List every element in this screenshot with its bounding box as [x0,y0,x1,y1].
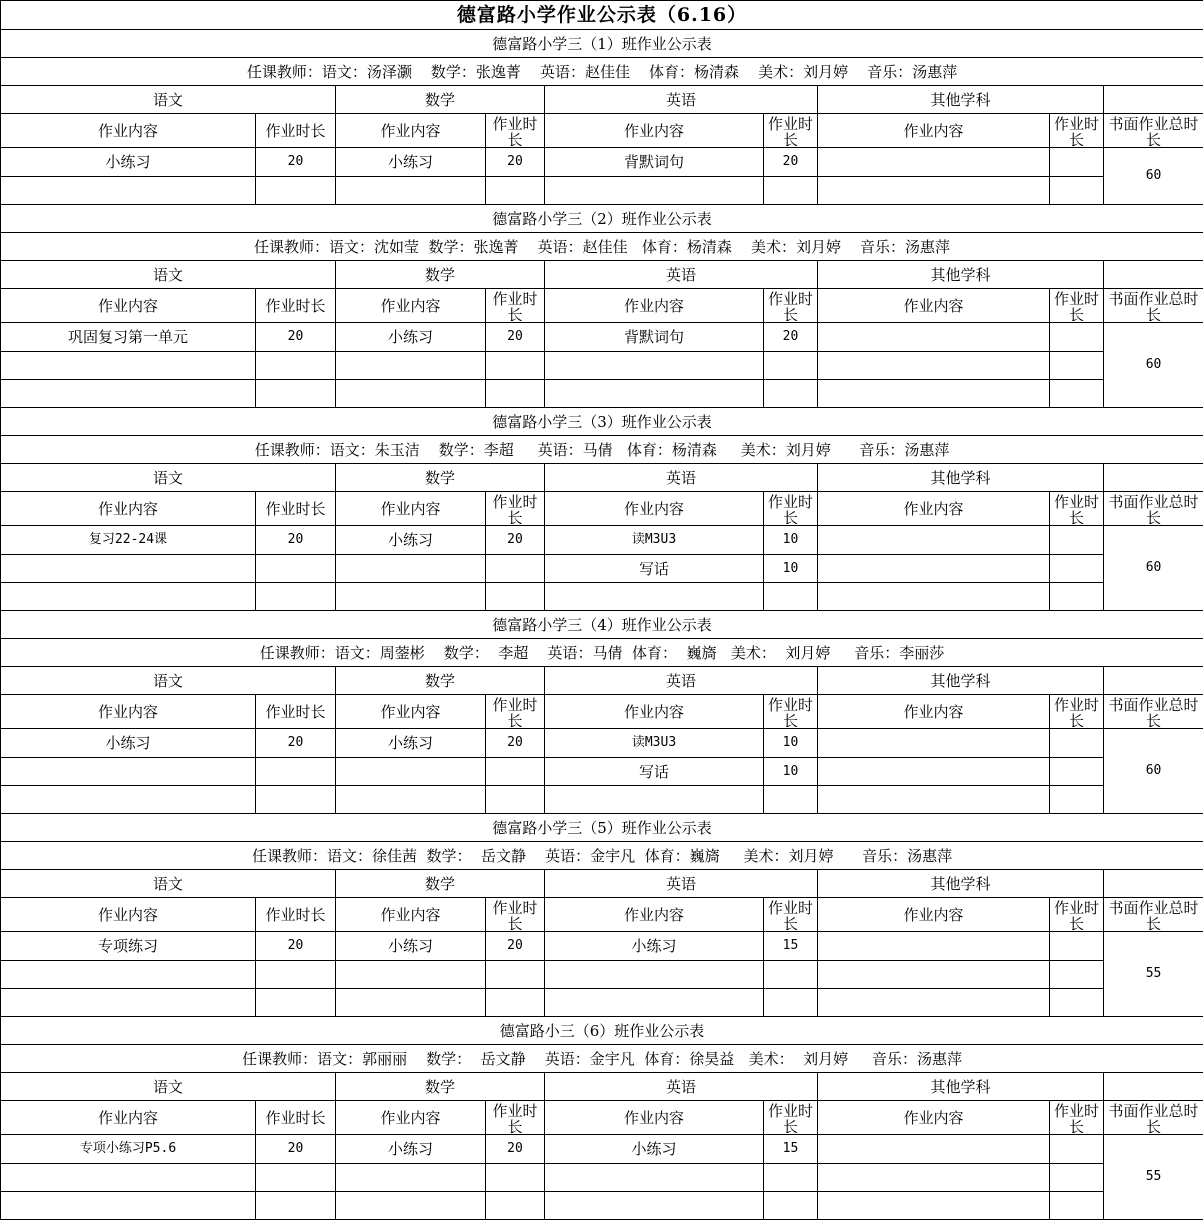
other-content [818,555,1050,583]
chinese-content [1,989,256,1017]
duration-header [486,898,545,932]
math-content [336,758,486,786]
math-duration: 20 [486,526,545,555]
chinese-content: 复习22-24课 [1,526,256,555]
english-duration [764,1192,818,1220]
other-content [818,758,1050,786]
math-content [336,583,486,611]
other-duration [1050,786,1104,814]
subject-english: 英语 [545,1073,818,1101]
class-title: 德富路小学三（2）班作业公示表 [1,205,1203,233]
duration-header-text: 作业时长 [764,493,817,524]
subject-other: 其他学科 [818,870,1104,898]
math-duration [486,380,545,408]
subject-math: 数学 [336,667,545,695]
chinese-content [1,1192,256,1220]
other-content [818,1135,1050,1164]
table-row [1,758,1203,786]
content-header: 作业内容 [336,289,486,323]
subject-english: 英语 [545,86,818,114]
other-content [818,323,1050,352]
math-content [336,1192,486,1220]
duration-header: 作业时长 [256,114,336,148]
duration-header-text: 作业时长 [486,290,544,321]
other-content [818,583,1050,611]
total-header-text: 书面作业总时长 [1104,899,1203,930]
math-content: 小练习 [336,932,486,961]
duration-header-text: 作业时长 [764,899,817,930]
content-header: 作业内容 [1,1101,256,1135]
total-header-text: 书面作业总时长 [1104,1102,1203,1133]
total-duration: 60 [1104,148,1203,205]
class-title-row [1,408,1203,436]
content-header: 作业内容 [1,114,256,148]
english-duration [764,961,818,989]
duration-header: 作业时长 [256,289,336,323]
math-content [336,380,486,408]
english-content [545,786,764,814]
table-row [1,526,1203,555]
duration-header [764,1101,818,1135]
chinese-duration [256,758,336,786]
english-duration [764,583,818,611]
class-title-row [1,30,1203,58]
content-header: 作业内容 [545,1101,764,1135]
subject-other: 其他学科 [818,464,1104,492]
other-duration [1050,323,1104,352]
duration-header-text: 作业时长 [1050,696,1103,727]
english-duration [764,989,818,1017]
subject-math: 数学 [336,870,545,898]
english-content [545,989,764,1017]
math-content: 小练习 [336,323,486,352]
subject-blank [1104,870,1203,898]
math-content: 小练习 [336,729,486,758]
chinese-duration [256,961,336,989]
content-header: 作业内容 [336,695,486,729]
content-header: 作业内容 [1,695,256,729]
subject-blank [1104,86,1203,114]
table-row [1,177,1203,205]
class-title-row [1,814,1203,842]
class-title-row [1,205,1203,233]
class-title-row [1,1017,1203,1045]
teachers-info: 任课教师：语文：徐佳茜 数学： 岳文静 英语：金宇凡 体育：巍旖 美术：刘月婷 音乐：汤惠萍 [1,842,1203,870]
content-header: 作业内容 [818,898,1050,932]
math-content [336,555,486,583]
english-duration: 20 [764,323,818,352]
total-header [1104,1101,1203,1135]
duration-header [1050,492,1104,526]
english-content: 读M3U3 [545,729,764,758]
total-header [1104,898,1203,932]
subject-chinese: 语文 [1,464,336,492]
english-duration [764,352,818,380]
other-duration [1050,729,1104,758]
duration-header [764,289,818,323]
duration-header: 作业时长 [256,492,336,526]
other-content [818,786,1050,814]
chinese-duration [256,177,336,205]
total-header [1104,114,1203,148]
math-duration [486,758,545,786]
math-content [336,1164,486,1192]
english-content: 写话 [545,758,764,786]
chinese-content [1,177,256,205]
chinese-content [1,786,256,814]
english-content: 背默词句 [545,323,764,352]
math-duration: 20 [486,148,545,177]
english-duration [764,786,818,814]
english-content: 写话 [545,555,764,583]
content-header: 作业内容 [1,289,256,323]
other-duration [1050,148,1104,177]
math-duration [486,177,545,205]
total-duration: 55 [1104,1135,1203,1220]
chinese-duration [256,583,336,611]
english-duration: 10 [764,758,818,786]
duration-header-text: 作业时长 [1050,1102,1103,1133]
math-content [336,961,486,989]
subject-blank [1104,1073,1203,1101]
class-title: 德富路小学三（4）班作业公示表 [1,611,1203,639]
math-content [336,352,486,380]
subject-english: 英语 [545,667,818,695]
other-duration [1050,352,1104,380]
duration-header: 作业时长 [256,898,336,932]
other-content [818,148,1050,177]
other-content [818,380,1050,408]
other-content [818,1164,1050,1192]
english-duration [764,177,818,205]
subject-math: 数学 [336,464,545,492]
math-duration: 20 [486,729,545,758]
chinese-duration: 20 [256,526,336,555]
duration-header [486,695,545,729]
subject-chinese: 语文 [1,86,336,114]
duration-header [1050,898,1104,932]
math-duration [486,786,545,814]
other-duration [1050,1164,1104,1192]
subject-english: 英语 [545,870,818,898]
content-header: 作业内容 [818,492,1050,526]
other-duration [1050,1135,1104,1164]
chinese-content: 专项练习 [1,932,256,961]
other-content [818,177,1050,205]
total-header [1104,695,1203,729]
class-title: 德富路小学三（3）班作业公示表 [1,408,1203,436]
total-header-text: 书面作业总时长 [1104,493,1203,524]
teachers-info: 任课教师：语文：沈如莹 数学：张逸菁 英语：赵佳佳 体育：杨清森 美术：刘月婷 音乐：汤惠萍 [1,233,1203,261]
table-row [1,961,1203,989]
english-content [545,380,764,408]
chinese-content: 小练习 [1,148,256,177]
math-content [336,786,486,814]
subject-chinese: 语文 [1,870,336,898]
duration-header [764,695,818,729]
class-title-row [1,611,1203,639]
duration-header-text: 作业时长 [764,290,817,321]
chinese-duration: 20 [256,932,336,961]
duration-header-text: 作业时长 [764,115,817,146]
subject-blank [1104,464,1203,492]
other-duration [1050,1192,1104,1220]
english-duration: 15 [764,932,818,961]
chinese-content: 小练习 [1,729,256,758]
math-duration [486,555,545,583]
table-row [1,148,1203,177]
total-duration: 60 [1104,526,1203,611]
chinese-content [1,961,256,989]
duration-header-text: 作业时长 [486,493,544,524]
chinese-content [1,555,256,583]
math-content: 小练习 [336,526,486,555]
math-duration [486,583,545,611]
english-content [545,583,764,611]
math-duration [486,961,545,989]
content-header: 作业内容 [818,114,1050,148]
other-content [818,932,1050,961]
english-content [545,352,764,380]
other-duration [1050,380,1104,408]
duration-header [1050,114,1104,148]
duration-header [486,1101,545,1135]
english-duration: 10 [764,526,818,555]
duration-header [486,492,545,526]
english-content [545,1164,764,1192]
english-duration: 10 [764,555,818,583]
english-content: 小练习 [545,932,764,961]
english-content: 背默词句 [545,148,764,177]
other-content [818,729,1050,758]
math-content: 小练习 [336,1135,486,1164]
table-row [1,380,1203,408]
english-content [545,177,764,205]
duration-header: 作业时长 [256,1101,336,1135]
duration-header-text: 作业时长 [764,1102,817,1133]
total-duration: 60 [1104,323,1203,408]
math-duration [486,989,545,1017]
english-duration: 10 [764,729,818,758]
math-duration [486,1192,545,1220]
class-title: 德富路小三（6）班作业公示表 [1,1017,1203,1045]
subject-math: 数学 [336,86,545,114]
content-header: 作业内容 [545,695,764,729]
subject-other: 其他学科 [818,667,1104,695]
math-duration [486,1164,545,1192]
subject-other: 其他学科 [818,1073,1104,1101]
duration-header-text: 作业时长 [1050,899,1103,930]
english-duration [764,1164,818,1192]
duration-header [1050,695,1104,729]
duration-header [1050,1101,1104,1135]
other-content [818,961,1050,989]
other-duration [1050,526,1104,555]
duration-header [764,114,818,148]
chinese-content: 巩固复习第一单元 [1,323,256,352]
duration-header-text: 作业时长 [1050,115,1103,146]
duration-header [764,898,818,932]
table-row [1,1135,1203,1164]
subject-other: 其他学科 [818,261,1104,289]
chinese-content [1,583,256,611]
total-header-text: 书面作业总时长 [1104,115,1203,146]
chinese-duration [256,352,336,380]
other-duration [1050,932,1104,961]
chinese-duration: 20 [256,148,336,177]
math-content [336,177,486,205]
other-duration [1050,961,1104,989]
duration-header [764,492,818,526]
subject-other: 其他学科 [818,86,1104,114]
subject-blank [1104,667,1203,695]
duration-header-text: 作业时长 [486,1102,544,1133]
other-content [818,352,1050,380]
other-duration [1050,555,1104,583]
class-title: 德富路小学三（5）班作业公示表 [1,814,1203,842]
total-header-text: 书面作业总时长 [1104,696,1203,727]
math-duration: 20 [486,932,545,961]
other-duration [1050,177,1104,205]
table-row [1,1192,1203,1220]
content-header: 作业内容 [545,492,764,526]
table-row [1,786,1203,814]
table-row [1,323,1203,352]
chinese-duration [256,555,336,583]
teachers-info: 任课教师：语文：郭丽丽 数学： 岳文静 英语：金宇凡 体育：徐昊益 美术： 刘月婷 音乐：汤惠萍 [1,1045,1203,1073]
content-header: 作业内容 [1,492,256,526]
chinese-content [1,1164,256,1192]
content-header: 作业内容 [818,1101,1050,1135]
table-row [1,1164,1203,1192]
english-content: 读M3U3 [545,526,764,555]
chinese-duration: 20 [256,323,336,352]
duration-header-text: 作业时长 [486,115,544,146]
duration-header-text: 作业时长 [486,696,544,727]
table-row [1,583,1203,611]
content-header: 作业内容 [1,898,256,932]
sheet-title: 德富路小学作业公示表（6.16） [1,1,1203,30]
duration-header: 作业时长 [256,695,336,729]
english-duration [764,380,818,408]
english-duration: 15 [764,1135,818,1164]
chinese-duration [256,380,336,408]
subject-chinese: 语文 [1,261,336,289]
math-content [336,989,486,1017]
content-header: 作业内容 [545,898,764,932]
total-header [1104,492,1203,526]
teachers-info: 任课教师：语文：朱玉洁 数学：李超 英语：马倩 体育：杨清森 美术：刘月婷 音乐：汤惠萍 [1,436,1203,464]
other-duration [1050,583,1104,611]
subject-math: 数学 [336,1073,545,1101]
chinese-duration [256,1192,336,1220]
other-duration [1050,758,1104,786]
chinese-duration [256,989,336,1017]
table-row [1,932,1203,961]
chinese-content [1,352,256,380]
duration-header-text: 作业时长 [1050,290,1103,321]
table-row [1,352,1203,380]
math-content: 小练习 [336,148,486,177]
chinese-duration: 20 [256,729,336,758]
other-content [818,989,1050,1017]
subject-math: 数学 [336,261,545,289]
content-header: 作业内容 [336,898,486,932]
chinese-duration [256,1164,336,1192]
math-duration [486,352,545,380]
table-row [1,555,1203,583]
content-header: 作业内容 [336,114,486,148]
duration-header-text: 作业时长 [486,899,544,930]
total-duration: 60 [1104,729,1203,814]
english-content [545,961,764,989]
content-header: 作业内容 [336,1101,486,1135]
content-header: 作业内容 [818,289,1050,323]
total-header-text: 书面作业总时长 [1104,290,1203,321]
duration-header [486,289,545,323]
chinese-content [1,380,256,408]
english-duration: 20 [764,148,818,177]
table-row [1,989,1203,1017]
duration-header-text: 作业时长 [1050,493,1103,524]
duration-header [486,114,545,148]
teachers-info: 任课教师：语文：周蓥彬 数学： 李超 英语：马倩 体育： 巍旖 美术： 刘月婷 音乐：李丽莎 [1,639,1203,667]
content-header: 作业内容 [336,492,486,526]
duration-header [1050,289,1104,323]
subject-chinese: 语文 [1,1073,336,1101]
chinese-duration: 20 [256,1135,336,1164]
subject-english: 英语 [545,261,818,289]
content-header: 作业内容 [818,695,1050,729]
english-content: 小练习 [545,1135,764,1164]
table-row [1,729,1203,758]
chinese-content: 专项小练习P5.6 [1,1135,256,1164]
english-content [545,1192,764,1220]
math-duration: 20 [486,323,545,352]
other-content [818,526,1050,555]
subject-english: 英语 [545,464,818,492]
subject-chinese: 语文 [1,667,336,695]
other-duration [1050,989,1104,1017]
chinese-content [1,758,256,786]
total-duration: 55 [1104,932,1203,1017]
content-header: 作业内容 [545,289,764,323]
other-content [818,1192,1050,1220]
subject-blank [1104,261,1203,289]
math-duration: 20 [486,1135,545,1164]
duration-header-text: 作业时长 [764,696,817,727]
total-header [1104,289,1203,323]
chinese-duration [256,786,336,814]
class-title: 德富路小学三（1）班作业公示表 [1,30,1203,58]
content-header: 作业内容 [545,114,764,148]
teachers-info: 任课教师：语文：汤泽灏 数学：张逸菁 英语：赵佳佳 体育：杨清森 美术：刘月婷 音乐：汤惠萍 [1,58,1203,86]
